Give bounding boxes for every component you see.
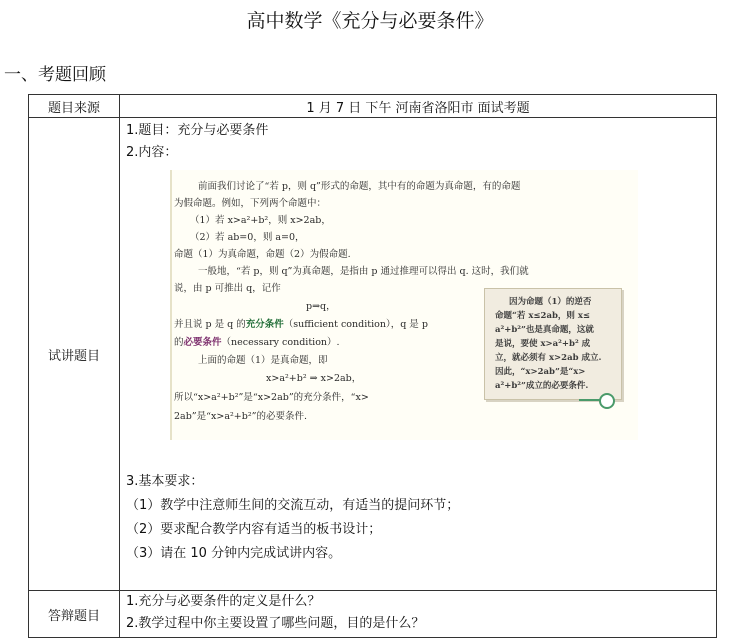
requirement-item: （3）请在 10 分钟内完成试讲内容。	[126, 546, 342, 561]
side-note-line: a²+b²”成立的必要条件.	[495, 381, 589, 391]
defense-content-cell	[120, 591, 717, 638]
scan-line: p⇒q，	[306, 301, 336, 312]
scan-line: 说，由 p 可推出 q，记作	[174, 283, 281, 294]
exam-table	[28, 94, 717, 638]
scan-text: （sufficient condition），q 是 p	[283, 319, 428, 330]
scan-line: （1）若 x>a²+b²，则 x>2ab，	[190, 215, 331, 226]
side-note-line: 因为命题（1）的逆否	[509, 297, 592, 307]
textbook-scan	[170, 170, 638, 440]
side-note-box	[484, 288, 622, 400]
scan-margin-rule	[170, 170, 172, 440]
requirement-item: （1）教学中注意师生间的交流互动，有适当的提问环节；	[126, 498, 460, 513]
table-row	[29, 591, 717, 638]
requirements-heading: 3.基本要求：	[126, 474, 204, 489]
pin-icon	[599, 393, 615, 409]
scan-line: 上面的命题（1）是真命题，即	[198, 355, 328, 366]
pin-line-icon	[579, 399, 601, 401]
source-value: 1 月 7 日 下午 河南省洛阳市 面试考题	[120, 95, 717, 118]
trial-content-cell	[120, 118, 717, 591]
scan-line: 前面我们讨论了“若 p，则 q”形式的命题，其中有的命题为真命题，有的命题	[198, 181, 521, 192]
scan-line: 2ab”是“x>a²+b²”的必要条件.	[174, 411, 308, 422]
scan-line: 一般地，“若 p，则 q”为真命题，是指由 p 通过推理可以得出 q. 这时，我们就	[198, 266, 529, 277]
scan-line: 所以“x>a²+b²”是“x>2ab”的充分条件，“x>	[174, 392, 369, 403]
scan-line	[174, 334, 340, 348]
defense-label: 答辩题目	[29, 591, 120, 638]
scan-line: 命题（1）为真命题，命题（2）为假命题.	[174, 249, 351, 260]
scan-text: （necessary condition）.	[221, 337, 340, 348]
scan-line: x>a²+b² ⇒ x>2ab，	[266, 373, 362, 384]
trial-label: 试讲题目	[29, 118, 120, 591]
scan-line: 为假命题。例如，下列两个命题中：	[174, 198, 327, 209]
keyword-sufficient: 充分条件	[245, 319, 284, 330]
topic-line: 1.题目：充分与必要条件	[126, 123, 269, 138]
source-label: 题目来源	[29, 95, 120, 118]
scan-text: 的	[174, 337, 184, 348]
scan-line: （2）若 ab=0，则 a=0，	[190, 232, 305, 243]
keyword-necessary: 必要条件	[183, 337, 222, 348]
scan-line	[174, 316, 428, 330]
requirements-block	[126, 470, 716, 566]
defense-question: 1.充分与必要条件的定义是什么？	[126, 594, 321, 609]
scan-text: 并且说 p 是 q 的	[174, 319, 246, 330]
side-note-line: 因此，“x>2ab”是“x>	[495, 367, 586, 377]
side-note-line: a²+b²”也是真命题，这就	[495, 325, 594, 335]
table-row	[29, 118, 717, 591]
side-note-line: 命题“若 x≤2ab，则 x≤	[495, 311, 591, 321]
side-note-line: 立，就必须有 x>2ab 成立.	[495, 353, 602, 363]
document-title: 高中数学《充分与必要条件》	[246, 10, 494, 32]
section-heading: 一、考题回顾	[4, 65, 106, 85]
content-line: 2.内容：	[126, 145, 178, 160]
defense-question: 2.教学过程中你主要设置了哪些问题，目的是什么？	[126, 616, 425, 631]
table-row	[29, 95, 717, 118]
side-note-line: 是说，要使 x>a²+b² 成	[495, 339, 591, 349]
requirement-item: （2）要求配合教学内容有适当的板书设计；	[126, 522, 382, 537]
